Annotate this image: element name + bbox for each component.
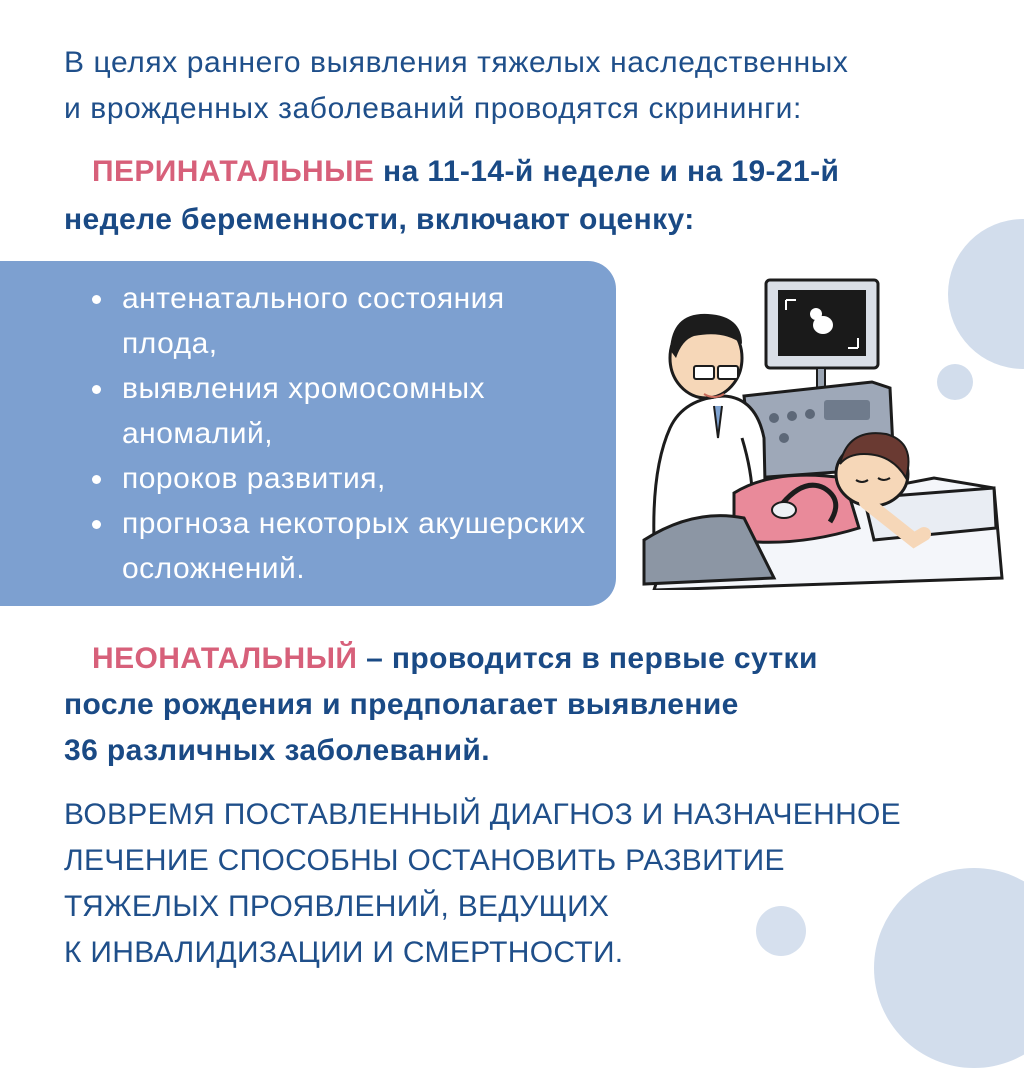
neonatal-line2: после рождения и предполагает выявление xyxy=(64,688,739,721)
conclusion-text xyxy=(64,792,1014,976)
conclusion-line: ВОВРЕМЯ ПОСТАВЛЕННЫЙ ДИАГНОЗ И НАЗНАЧЕННОЕ xyxy=(64,798,901,831)
neonatal-keyword: НЕОНАТАЛЬНЫЙ xyxy=(92,642,358,675)
perinatal-keyword: ПЕРИНАТАЛЬНЫЕ xyxy=(92,155,375,188)
neonatal-line1 xyxy=(64,636,1004,682)
list-item: антенатального состояния плода, xyxy=(92,276,592,366)
conclusion-line: К ИНВАЛИДИЗАЦИИ И СМЕРТНОСТИ. xyxy=(64,936,624,969)
perinatal-heading xyxy=(64,148,1004,244)
list-item: выявления хромосомных аномалий, xyxy=(92,366,592,456)
intro-line: и врожденных заболеваний проводятся скрининги: xyxy=(64,92,802,125)
list-item: пороков развития, xyxy=(92,456,592,501)
perinatal-text: на 11-14-й неделе и на 19-21-й xyxy=(374,155,840,188)
doctor-ultrasound-illustration xyxy=(634,278,1006,590)
perinatal-text-line2: неделе беременности, включают оценку: xyxy=(64,203,695,236)
list-item: прогноза некоторых акушерских осложнений. xyxy=(92,501,592,591)
conclusion-line: ЛЕЧЕНИЕ СПОСОБНЫ ОСТАНОВИТЬ РАЗВИТИЕ xyxy=(64,844,785,877)
intro-text xyxy=(64,40,1004,132)
neonatal-heading xyxy=(64,636,1004,774)
assessment-list xyxy=(92,276,592,591)
conclusion-line: ТЯЖЕЛЫХ ПРОЯВЛЕНИЙ, ВЕДУЩИХ xyxy=(64,890,610,923)
neonatal-text: – проводится в первые сутки xyxy=(357,642,818,675)
neonatal-line3: 36 различных заболеваний. xyxy=(64,734,491,767)
intro-line: В целях раннего выявления тяжелых наследственных xyxy=(64,46,849,79)
